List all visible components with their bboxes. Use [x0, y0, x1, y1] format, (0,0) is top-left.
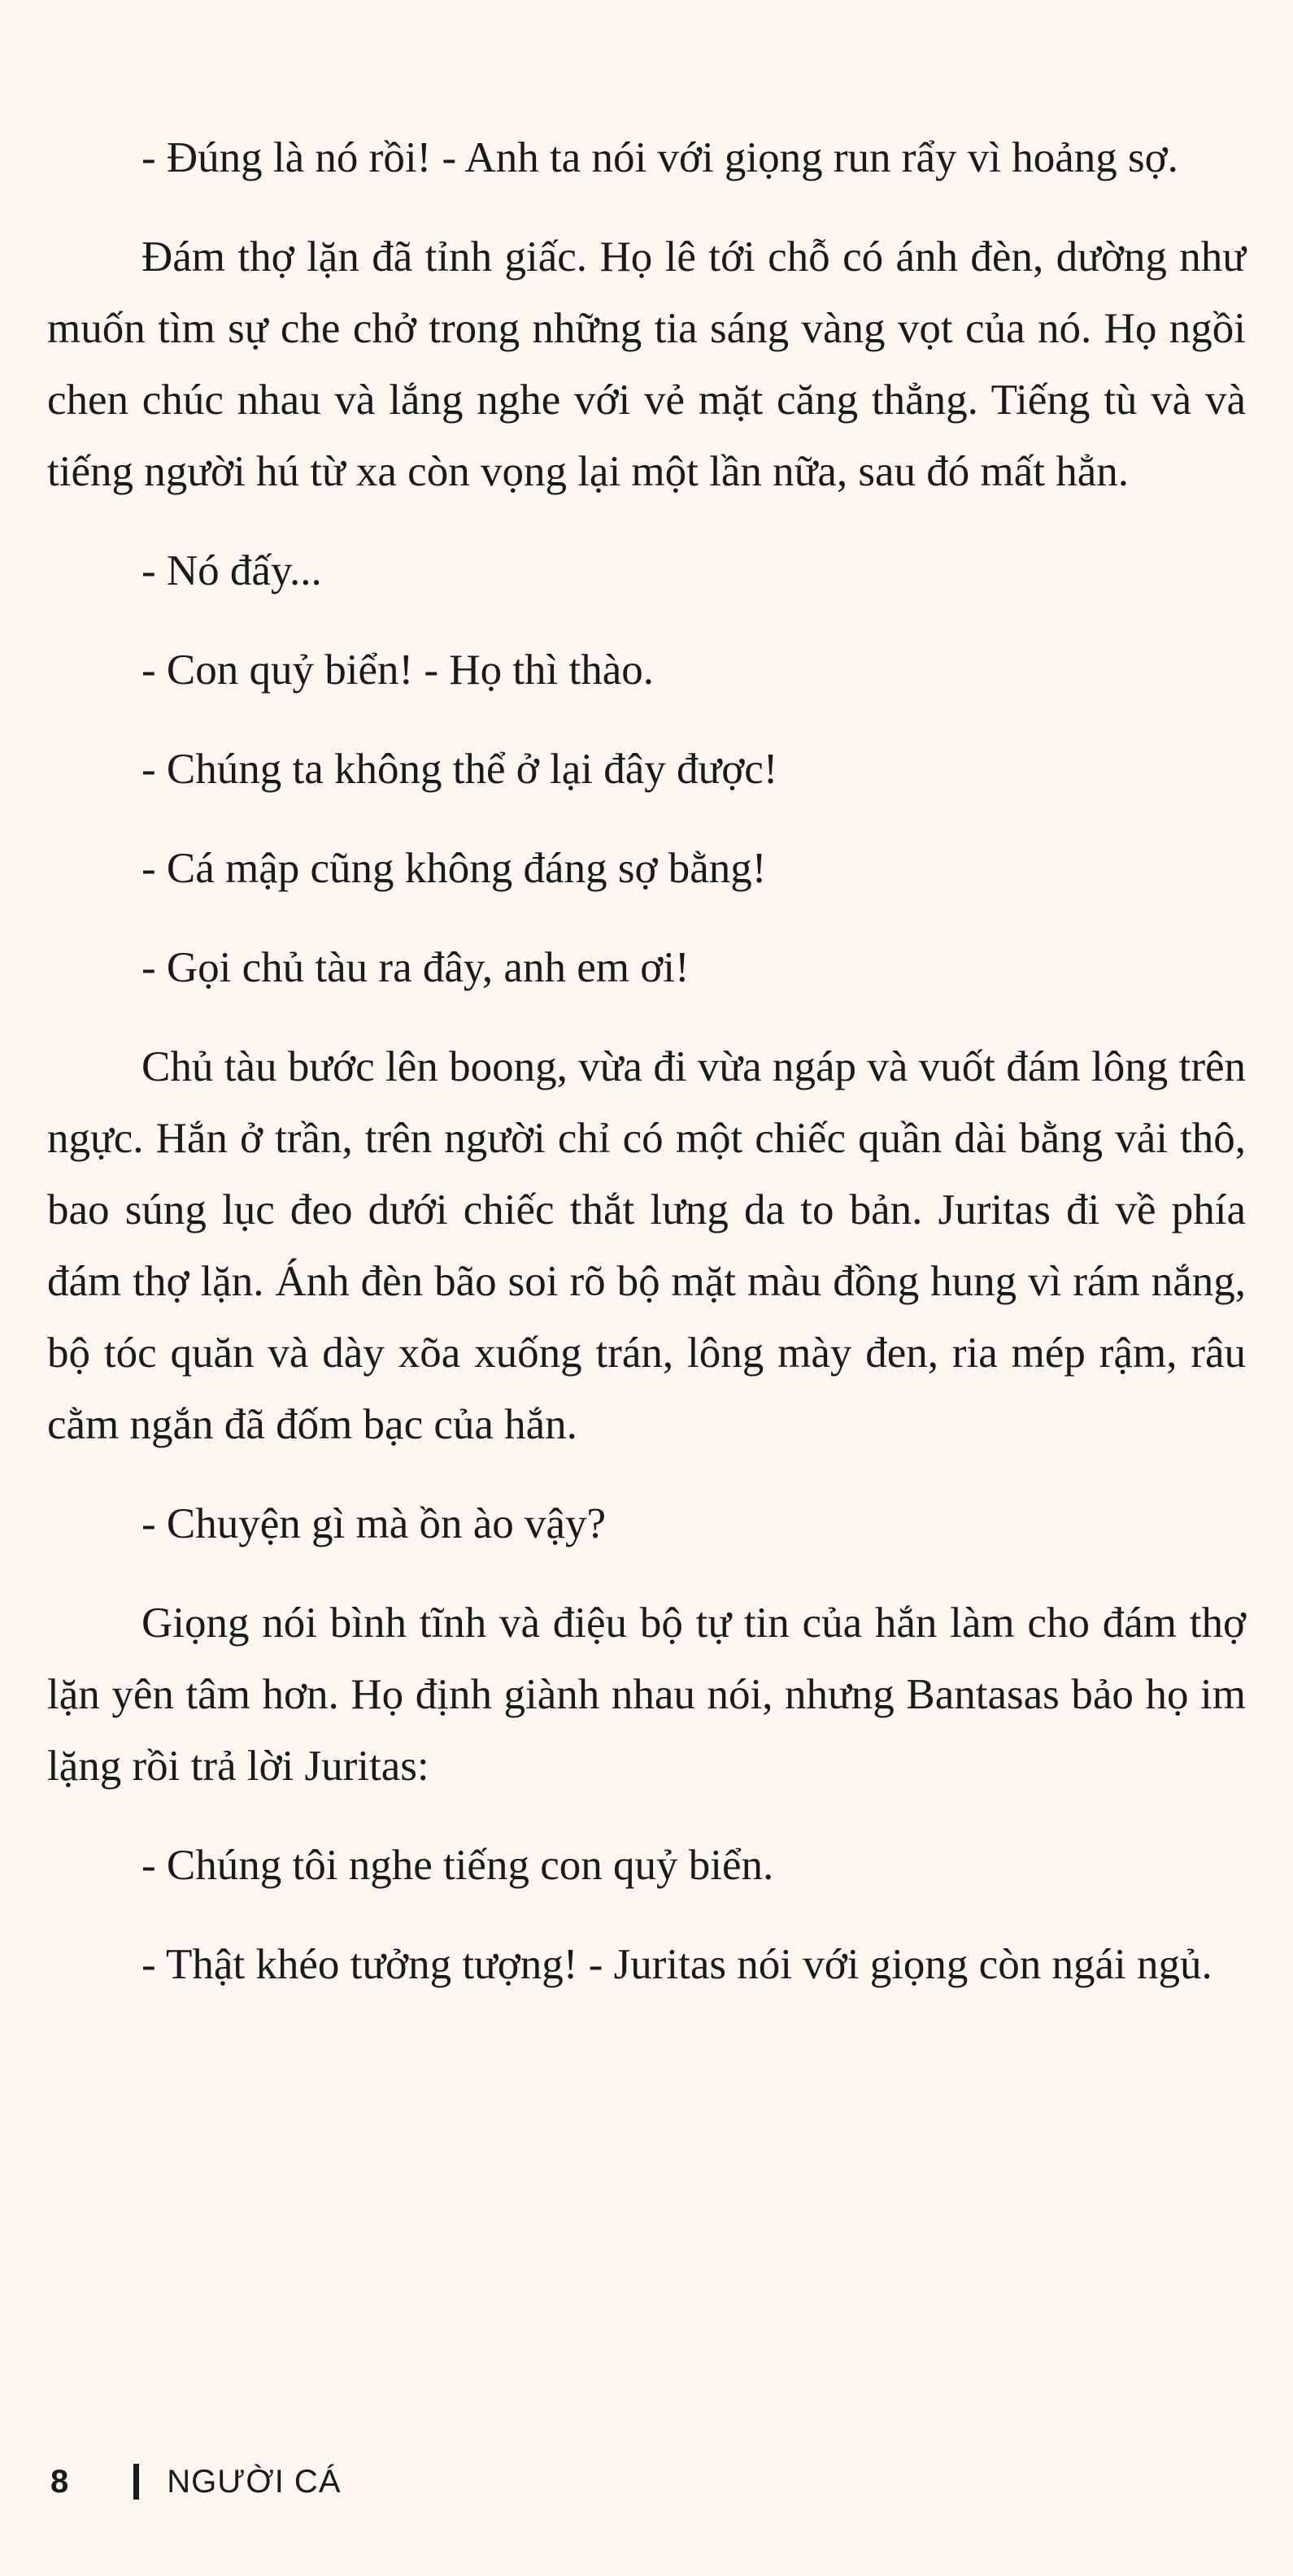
paragraph: - Con quỷ biển! - Họ thì thào.	[141, 646, 655, 694]
paragraph: - Thật khéo tưởng tượng! - Juritas nói với giọng còn ngái ngủ.	[141, 1941, 1212, 1988]
paragraph: - Cá mập cũng không đáng sợ bằng!	[141, 845, 767, 892]
paragraph: - Nó đấy...	[141, 547, 322, 594]
page-number: 8	[50, 2463, 69, 2500]
footer-divider	[133, 2464, 139, 2500]
paragraph: - Gọi chủ tàu ra đây, anh em ơi!	[141, 944, 690, 991]
page-body	[47, 122, 1246, 2000]
page-footer	[50, 2457, 342, 2506]
paragraph: Giọng nói bình tĩnh và điệu bộ tự tin của hắn làm cho đám thợ lặn yên tâm hơn. Họ định giành nhau nói, nhưng Bantasas bảo họ im lặng rồi trả lời Juritas:	[47, 1599, 1246, 1790]
paragraph: Đám thợ lặn đã tỉnh giấc. Họ lê tới chỗ có ánh đèn, dường như muốn tìm sự che chở trong những tia sáng vàng vọt của nó. Họ ngồi chen chúc nhau và lắng nghe với vẻ mặt căng thẳng. Tiếng tù và và tiếng người hú từ xa còn vọng lại một lần nữa, sau đó mất hẳn.	[47, 233, 1246, 495]
book-title: NGƯỜI CÁ	[167, 2463, 342, 2500]
paragraph: - Chuyện gì mà ồn ào vậy?	[141, 1500, 607, 1547]
paragraph: - Chúng ta không thể ở lại đây được!	[141, 746, 778, 793]
paragraph: - Đúng là nó rồi! - Anh ta nói với giọng run rẩy vì hoảng sợ.	[141, 134, 1178, 181]
paragraph: - Chúng tôi nghe tiếng con quỷ biển.	[141, 1842, 774, 1889]
paragraph: Chủ tàu bước lên boong, vừa đi vừa ngáp và vuốt đám lông trên ngực. Hắn ở trần, trên người chỉ có một chiếc quần dài bằng vải thô, bao súng lục đeo dưới chiếc thắt lưng da to bản. Juritas đi về phía đám thợ lặn. Ánh đèn bão soi rõ bộ mặt màu đồng hung vì rám nắng, bộ tóc quăn và dày xõa xuống trán, lông mày đen, ria mép rậm, râu cằm ngắn đã đốm bạc của hắn.	[47, 1043, 1246, 1448]
